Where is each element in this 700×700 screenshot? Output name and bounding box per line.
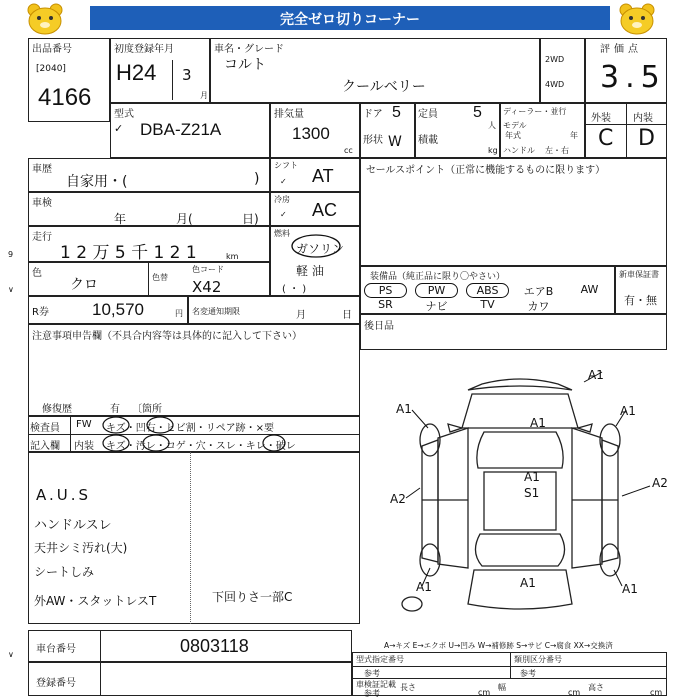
color-box xyxy=(28,262,270,296)
notes-label: 注意事項申告欄（不具合内容等は具体的に記入して下さい） xyxy=(32,331,302,342)
damage-mark: A1 xyxy=(396,402,412,416)
repair-suffix: 〔箇所 xyxy=(132,404,162,415)
length-unit: cm xyxy=(478,688,491,697)
punch-mark: 9 xyxy=(8,250,14,259)
mileage-label: 走行 xyxy=(32,232,52,243)
inspector-row1-items: キズ・凹右・ヒビ割・リペア跡・×要 xyxy=(106,423,274,434)
height-unit: cm xyxy=(650,688,663,697)
dims-ref: 参考 xyxy=(364,689,380,698)
history-box xyxy=(28,158,270,192)
fuel-label: 燃料 xyxy=(274,229,290,238)
inspection-month: 月( xyxy=(176,212,193,226)
drive-box xyxy=(540,38,585,103)
type-check: ✓ xyxy=(114,122,124,135)
score-label: 評価点 xyxy=(600,44,642,55)
shape-label: 形状 xyxy=(363,135,383,146)
dealer-label: ディーラー・並行 xyxy=(503,107,567,116)
inspection-day: 日) xyxy=(242,212,259,226)
repair-value: 有 xyxy=(110,404,120,415)
mileage-unit: km xyxy=(226,252,239,261)
punch-mark: ∨ xyxy=(8,285,14,294)
doors-label: ドア xyxy=(363,109,383,120)
warranty-value: 有・無 xyxy=(624,294,657,307)
handwritten-line: 天井シミ汚れ(大) xyxy=(34,541,128,555)
inspector-row2-label: 記入欄 xyxy=(30,441,60,452)
first-reg-unit: 月 xyxy=(200,91,208,100)
registration-label: 登録番号 xyxy=(36,678,76,689)
tax-month: 月 xyxy=(296,310,306,321)
ext-label: 外装 xyxy=(591,113,611,124)
fuel-paren: ( ・ ) xyxy=(282,284,307,295)
drive-4wd: 4WD xyxy=(545,80,565,89)
displacement-label: 排気量 xyxy=(274,109,304,120)
score-value: 3.5 xyxy=(600,60,666,95)
lot-number: 4166 xyxy=(38,84,92,111)
inspector-row1-head: FW xyxy=(76,419,92,430)
year-unit: 年 xyxy=(570,131,578,140)
history-close: ) xyxy=(254,171,260,187)
equipment-item: ABS xyxy=(466,283,509,298)
equipment-item: エアB xyxy=(523,285,554,298)
int-value: D xyxy=(638,126,655,151)
history-label: 車歴 xyxy=(32,164,52,175)
type-no-label: 型式指定番号 xyxy=(356,655,404,664)
handwritten-line: A.U.S xyxy=(36,486,92,504)
recycle-value: 10,570 xyxy=(92,300,144,319)
color-change-label: 色替 xyxy=(152,273,168,282)
model-year-label: モデル xyxy=(503,121,527,130)
capacity-value: 5 xyxy=(473,104,482,121)
ac-label: 冷房 xyxy=(274,195,290,204)
inspector-row1-label: 検査員 xyxy=(30,423,60,434)
parts-box xyxy=(360,314,667,350)
ext-value: C xyxy=(598,126,614,151)
model-label: 車名・グレード xyxy=(214,44,284,55)
color-label: 色 xyxy=(32,268,42,279)
shift-value: AT xyxy=(312,166,334,186)
capacity-unit: 人 xyxy=(488,121,496,130)
first-reg-label: 初度登録年月 xyxy=(114,44,174,55)
dims-label: 車検証記載 xyxy=(356,680,396,689)
inspection-box xyxy=(28,192,270,226)
color-code-value: X42 xyxy=(192,278,222,296)
warranty-label: 新車保証書 xyxy=(619,270,659,279)
model-grade: クールベリー xyxy=(342,79,426,95)
handwritten-line: 外AW・スタットレスT xyxy=(34,594,157,608)
model-name: コルト xyxy=(224,57,266,73)
load-label: 積載 xyxy=(418,135,438,146)
chassis-label: 車台番号 xyxy=(36,644,76,655)
inspection-label: 車検 xyxy=(32,198,52,209)
history-value: 自家用・( xyxy=(66,174,128,190)
damage-mark: A1 xyxy=(530,416,546,430)
doors-value: 5 xyxy=(392,104,401,121)
registration-box xyxy=(28,662,352,696)
lot-sub: [2040] xyxy=(36,64,66,74)
height-label: 高さ xyxy=(588,683,604,692)
width-unit: cm xyxy=(568,688,581,697)
capacity-label: 定員 xyxy=(418,109,438,120)
equipment-item: AW xyxy=(580,283,599,296)
equipment-label: 装備品（純正品に限り〇やさい） xyxy=(370,272,506,282)
fuel-diesel: 軽 油 xyxy=(296,264,324,278)
equipment-item: PS xyxy=(364,283,407,298)
equipment-item: TV xyxy=(480,298,495,311)
class-no-ref: 参考 xyxy=(520,669,536,678)
load-unit: kg xyxy=(488,146,498,155)
equipment-item: PW xyxy=(415,283,458,298)
length-label: 長さ xyxy=(400,683,416,692)
inspector-circle-marks xyxy=(100,414,360,454)
repair-label: 修復歴 xyxy=(42,404,72,415)
type-value: DBA-Z21A xyxy=(140,120,222,139)
inspector-row2-head: 内装 xyxy=(74,441,94,452)
handwritten-line: シートしみ xyxy=(34,565,95,579)
type-label: 型式 xyxy=(114,109,134,120)
damage-mark: A1 xyxy=(520,576,536,590)
damage-mark: A2 xyxy=(390,492,406,506)
bear-mascot-icon xyxy=(20,2,70,36)
damage-mark: A1 xyxy=(524,470,540,484)
damage-mark: A1 xyxy=(416,580,432,594)
int-label: 内装 xyxy=(633,113,653,124)
handwritten-note: 下回りさ一部C xyxy=(212,590,293,604)
tax-day: 日 xyxy=(342,310,352,321)
type-no-ref: 参考 xyxy=(364,669,380,678)
damage-mark: A2 xyxy=(652,476,668,490)
recycle-label: R券 xyxy=(32,307,49,318)
lot-label: 出品番号 xyxy=(32,44,72,55)
class-no-label: 類別区分番号 xyxy=(514,655,562,664)
inspector-row2-items: キズ・汚レ・コゲ・穴・スレ・キレ・破レ xyxy=(106,441,296,452)
bear-mascot-icon xyxy=(612,2,662,36)
shift-label: シフト xyxy=(274,161,298,170)
recycle-unit: 円 xyxy=(175,309,183,318)
color-value: クロ xyxy=(70,277,98,293)
equipment-item: SR xyxy=(378,298,393,311)
handle-value: 左・右 xyxy=(545,146,569,155)
damage-legend: A→キズ E→エクボ U→凹み W→補修跡 S→サビ C→腐食 XX→交換済 xyxy=(384,641,613,650)
handle-label: ハンドル xyxy=(503,146,535,155)
inspection-year: 年 xyxy=(114,212,127,226)
damage-mark: A1 xyxy=(588,368,604,382)
chassis-value: 0803118 xyxy=(180,636,249,656)
equipment-item: カワ xyxy=(527,300,550,313)
handwritten-line: ハンドルスレ xyxy=(34,518,112,533)
parts-label: 後日品 xyxy=(364,321,394,332)
tax-label: 名変通知期限 xyxy=(192,307,240,316)
displacement-value: 1300 xyxy=(292,124,330,143)
ac-check: ✓ xyxy=(280,210,287,219)
first-reg-era: H24 xyxy=(116,60,157,85)
damage-mark: A1 xyxy=(620,404,636,418)
displacement-unit: cc xyxy=(344,146,353,155)
punch-mark: ∨ xyxy=(8,650,14,659)
drive-2wd: 2WD xyxy=(545,55,565,64)
shift-check: ✓ xyxy=(280,177,287,186)
color-code-label: 色コード xyxy=(192,265,224,274)
damage-mark: A1 xyxy=(622,582,638,596)
damage-mark: S1 xyxy=(524,486,540,500)
fuel-circle-mark xyxy=(288,232,348,260)
fuel-gasoline: ガソリン xyxy=(296,242,345,256)
width-label: 幅 xyxy=(498,683,506,692)
sales-point-label: セールスポイント（正常に機能するものに限ります） xyxy=(366,165,606,176)
mileage-value: 1 2 万 5 千 1 2 1 xyxy=(60,243,197,263)
header-title: 完全ゼロ切りコーナー xyxy=(280,12,420,28)
year-label: 年式 xyxy=(505,131,521,140)
ac-value: AC xyxy=(312,200,338,220)
first-reg-month: 3 xyxy=(182,66,192,84)
shape-value: W xyxy=(388,134,402,150)
equipment-item: ナビ xyxy=(425,300,448,313)
